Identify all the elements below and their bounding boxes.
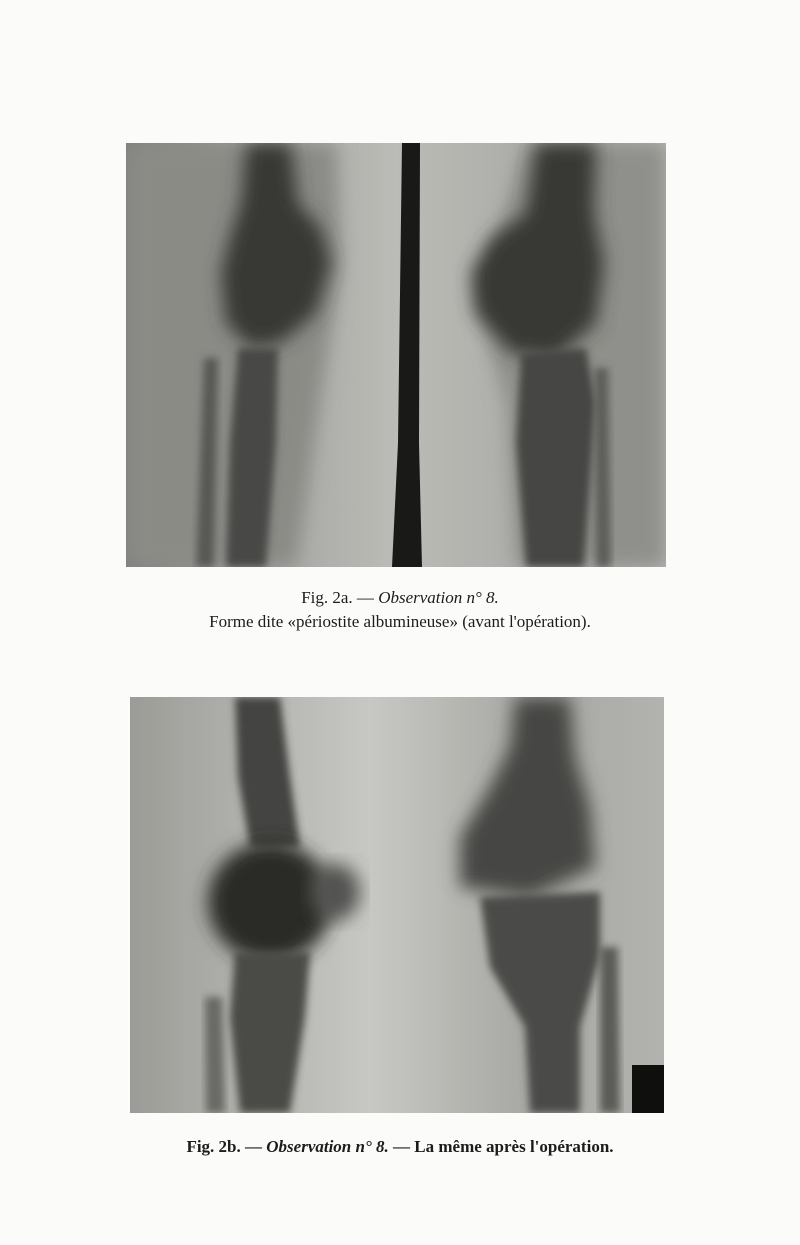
figure-a-caption-title — [0, 588, 800, 608]
figure-b-observation: Observation n° 8. — [266, 1137, 389, 1156]
figure-a-label: Fig. 2a. — — [301, 588, 379, 607]
figure-b-caption — [0, 1137, 800, 1157]
figure-a-caption-description: Forme dite «périostite albumineuse» (avant l'opération). — [209, 612, 591, 631]
radiograph-after-operation — [130, 697, 664, 1113]
radiograph-before-operation — [126, 143, 666, 567]
figure-b-description: — La même après l'opération. — [388, 1137, 614, 1156]
figure-b-label: Fig. 2b. — — [186, 1137, 267, 1156]
figure-a-observation: Observation n° 8. — [378, 588, 499, 607]
